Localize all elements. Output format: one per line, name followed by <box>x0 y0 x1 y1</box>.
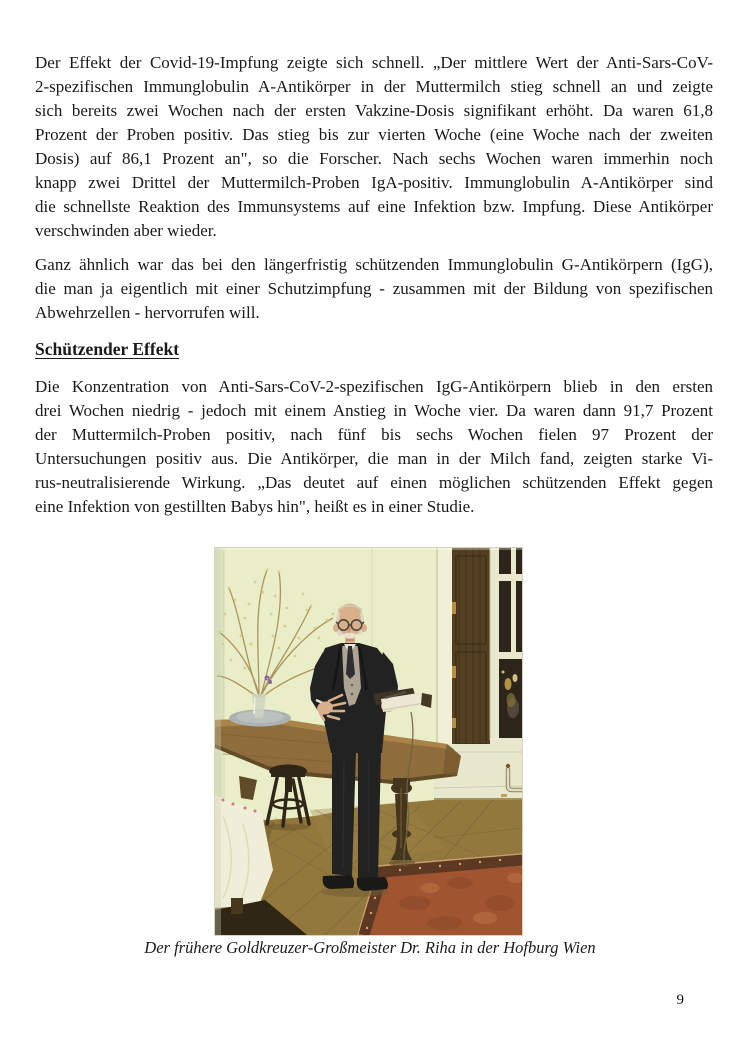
paragraph-3 <box>35 375 713 519</box>
body-line: sich bereits zwei Wochen nach der ersten Vakzine-Dosis signifikant erhöht. Da waren 61,8 <box>35 101 713 120</box>
photo-illustration <box>215 548 522 935</box>
body-line: knapp zwei Drittel der Muttermilch-Proben IgA-positiv. Immunglobulin A-Antikörper sind <box>35 173 713 192</box>
photo-vignette <box>215 548 522 935</box>
body-line: Untersuchungen positiv aus. Die Antikörper, die man in der Milch fand, zeigten starke Vi- <box>35 449 713 468</box>
body-line: die schnellste Reaktion des Immunsystems auf eine Infektion bzw. Impfung. Diese Antikörper <box>35 197 713 216</box>
body-line: Abwehrzellen - hervorrufen will. <box>35 303 260 322</box>
body-line: Der Effekt der Covid-19-Impfung zeigte sich schnell. „Der mittlere Wert der Anti-Sars-CoV- <box>35 53 713 72</box>
body-line: Ganz ähnlich war das bei den längerfristig schützenden Immunglobulin G-Antikörpern (IgG), <box>35 255 713 274</box>
paragraph-2 <box>35 253 713 325</box>
body-line: Die Konzentration von Anti-Sars-CoV-2-spezifischen IgG-Antikörpern blieb in den ersten <box>35 377 713 396</box>
body-line: verschwinden aber wieder. <box>35 221 217 240</box>
body-line: rus-neutralisierende Wirkung. „Das deutet auf einen möglichen schützenden Effekt gegen <box>35 473 713 492</box>
body-line: der Muttermilch-Proben positiv, nach fünf bis sechs Wochen fielen 97 Prozent der <box>35 425 713 444</box>
body-line: Dosis) auf 86,1 Prozent an", so die Forscher. Nach sechs Wochen waren immerhin noch <box>35 149 713 168</box>
page-number: 9 <box>676 992 684 1008</box>
body-line: eine Infektion von gestillten Babys hin", heißt es in einer Studie. <box>35 497 475 516</box>
body-line: die man ja eigentlich mit einer Schutzimpfung - zusammen mit der Bildung von spezifischen <box>35 279 713 298</box>
body-line: drei Wochen niedrig - jedoch mit einem Anstieg in Woche vier. Da waren dann 91,7 Prozent <box>35 401 713 420</box>
figure-caption: Der frühere Goldkreuzer-Großmeister Dr. Riha in der Hofburg Wien <box>144 938 596 957</box>
body-line: 2-spezifischen Immunglobulin A-Antikörper in der Muttermilch stieg schnell an und zeigte <box>35 77 713 96</box>
paragraph-1 <box>35 51 713 243</box>
figure-photo <box>215 548 522 935</box>
text-block <box>35 51 713 519</box>
section-heading: Schützender Effekt <box>35 339 180 359</box>
body-line: Prozent der Proben positiv. Das stieg bis zur vierten Woche (eine Woche nach der zweiten <box>35 125 713 144</box>
